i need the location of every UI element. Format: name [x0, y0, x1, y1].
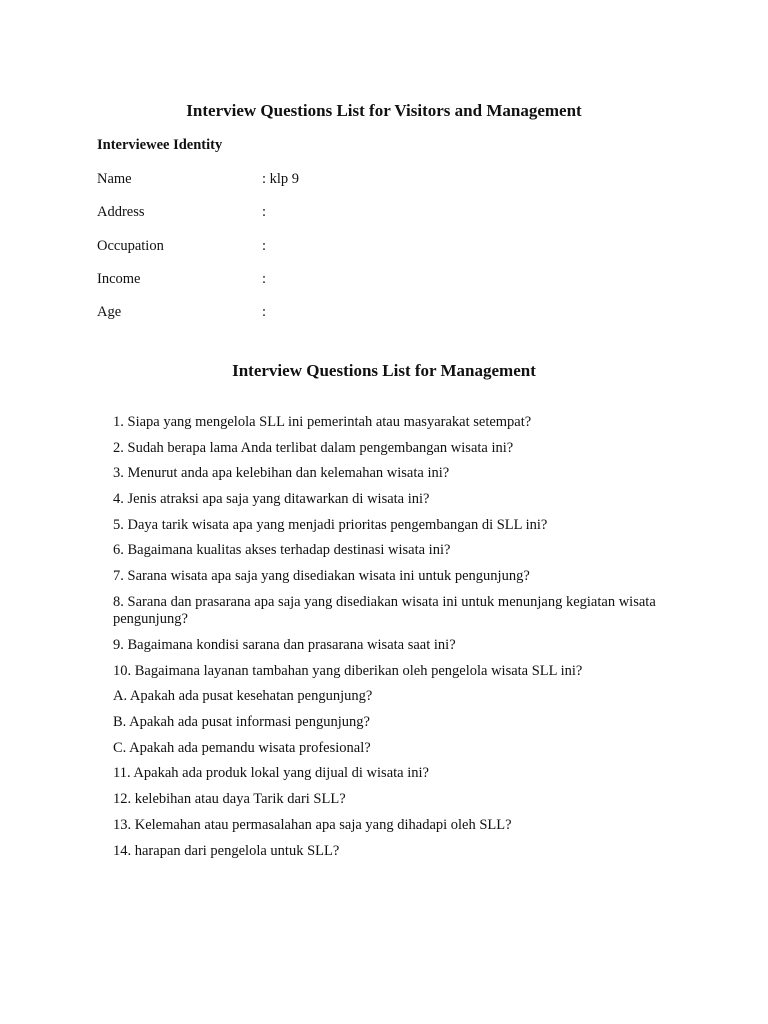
question-item: 14. harapan dari pengelola untuk SLL? — [113, 842, 340, 859]
identity-label: Occupation — [97, 237, 164, 254]
question-item: B. Apakah ada pusat informasi pengunjung? — [113, 714, 370, 731]
question-item: 4. Jenis atraksi apa saja yang ditawarkan di wisata ini? — [113, 491, 430, 508]
identity-section — [97, 171, 597, 337]
identity-label: Income — [97, 270, 141, 287]
identity-label: Name — [97, 171, 132, 187]
identity-value: : — [262, 270, 267, 287]
question-item: A. Apakah ada pusat kesehatan pengunjung? — [113, 688, 373, 705]
question-item: 8. Sarana dan prasarana apa saja yang disediakan wisata ini untuk menunjang kegiatan wisata pengunjung? — [113, 593, 656, 628]
identity-heading: Interviewee Identity — [97, 137, 223, 153]
identity-label: Address — [97, 204, 145, 221]
identity-value: : — [262, 237, 267, 254]
identity-label: Age — [97, 304, 122, 321]
identity-row — [97, 204, 597, 237]
question-item: 6. Bagaimana kualitas akses terhadap destinasi wisata ini? — [113, 542, 451, 559]
question-item: 9. Bagaimana kondisi sarana dan prasarana wisata saat ini? — [113, 637, 456, 653]
question-item: 10. Bagaimana layanan tambahan yang diberikan oleh pengelola wisata SLL ini? — [113, 662, 583, 679]
question-item: 3. Menurut anda apa kelebihan dan kelemahan wisata ini? — [113, 465, 450, 482]
question-item: 2. Sudah berapa lama Anda terlibat dalam pengembangan wisata ini? — [113, 439, 514, 456]
question-item: C. Apakah ada pemandu wisata profesional? — [113, 739, 371, 756]
section-title: Interview Questions List for Management — [232, 361, 536, 380]
document-title: Interview Questions List for Visitors and Management — [186, 101, 582, 120]
identity-row — [97, 171, 597, 204]
question-item: 11. Apakah ada produk lokal yang dijual di wisata ini? — [113, 765, 429, 782]
identity-row — [97, 271, 597, 304]
identity-value: : klp 9 — [262, 171, 300, 187]
identity-value: : — [262, 304, 267, 321]
question-item: 5. Daya tarik wisata apa yang menjadi prioritas pengembangan di SLL ini? — [113, 516, 548, 533]
identity-row — [97, 238, 597, 271]
question-item: 12. kelebihan atau daya Tarik dari SLL? — [113, 791, 346, 808]
question-item: 13. Kelemahan atau permasalahan apa saja yang dihadapi oleh SLL? — [113, 816, 512, 833]
question-item: 1. Siapa yang mengelola SLL ini pemerintah atau masyarakat setempat? — [113, 414, 532, 430]
identity-value: : — [262, 204, 267, 221]
question-list — [113, 414, 693, 868]
identity-row — [97, 304, 597, 337]
question-item: 7. Sarana wisata apa saja yang disediakan wisata ini untuk pengunjung? — [113, 568, 530, 585]
